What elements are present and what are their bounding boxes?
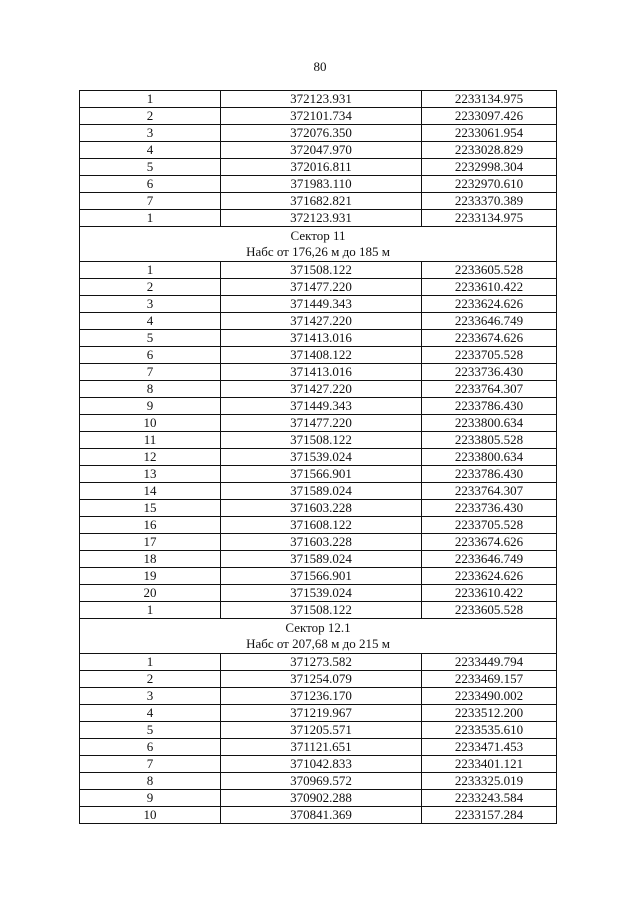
point-number-cell: 17 xyxy=(80,534,221,551)
y-coordinate-cell: 2233805.528 xyxy=(422,432,557,449)
y-coordinate-cell: 2233469.157 xyxy=(422,671,557,688)
table-row xyxy=(80,210,557,227)
point-number-cell: 12 xyxy=(80,449,221,466)
y-coordinate-cell: 2233646.749 xyxy=(422,313,557,330)
table-row xyxy=(80,466,557,483)
table-row xyxy=(80,398,557,415)
x-coordinate-cell: 371427.220 xyxy=(221,381,422,398)
table-row xyxy=(80,176,557,193)
y-coordinate-cell: 2233134.975 xyxy=(422,210,557,227)
table-row xyxy=(80,193,557,210)
table-row xyxy=(80,602,557,619)
y-coordinate-cell: 2233674.626 xyxy=(422,534,557,551)
point-number-cell: 9 xyxy=(80,790,221,807)
table-row xyxy=(80,142,557,159)
x-coordinate-cell: 371603.228 xyxy=(221,534,422,551)
table-row xyxy=(80,722,557,739)
sector-header-cell xyxy=(80,227,557,262)
x-coordinate-cell: 372123.931 xyxy=(221,210,422,227)
y-coordinate-cell: 2233449.794 xyxy=(422,654,557,671)
x-coordinate-cell: 370841.369 xyxy=(221,807,422,824)
point-number-cell: 8 xyxy=(80,773,221,790)
y-coordinate-cell: 2233764.307 xyxy=(422,381,557,398)
x-coordinate-cell: 371121.651 xyxy=(221,739,422,756)
table-row xyxy=(80,568,557,585)
sector-header-row xyxy=(80,619,557,654)
y-coordinate-cell: 2233800.634 xyxy=(422,415,557,432)
point-number-cell: 6 xyxy=(80,176,221,193)
x-coordinate-cell: 371205.571 xyxy=(221,722,422,739)
point-number-cell: 4 xyxy=(80,313,221,330)
x-coordinate-cell: 371449.343 xyxy=(221,296,422,313)
point-number-cell: 3 xyxy=(80,125,221,142)
point-number-cell: 6 xyxy=(80,739,221,756)
table-row xyxy=(80,773,557,790)
point-number-cell: 3 xyxy=(80,688,221,705)
y-coordinate-cell: 2233471.453 xyxy=(422,739,557,756)
y-coordinate-cell: 2233157.284 xyxy=(422,807,557,824)
x-coordinate-cell: 371566.901 xyxy=(221,568,422,585)
y-coordinate-cell: 2233325.019 xyxy=(422,773,557,790)
x-coordinate-cell: 371042.833 xyxy=(221,756,422,773)
table-row xyxy=(80,313,557,330)
point-number-cell: 7 xyxy=(80,756,221,773)
table-row xyxy=(80,500,557,517)
point-number-cell: 2 xyxy=(80,108,221,125)
y-coordinate-cell: 2233800.634 xyxy=(422,449,557,466)
point-number-cell: 10 xyxy=(80,807,221,824)
x-coordinate-cell: 371477.220 xyxy=(221,415,422,432)
point-number-cell: 1 xyxy=(80,91,221,108)
x-coordinate-cell: 371508.122 xyxy=(221,262,422,279)
y-coordinate-cell: 2233097.426 xyxy=(422,108,557,125)
x-coordinate-cell: 371508.122 xyxy=(221,602,422,619)
y-coordinate-cell: 2233764.307 xyxy=(422,483,557,500)
x-coordinate-cell: 371539.024 xyxy=(221,585,422,602)
y-coordinate-cell: 2233610.422 xyxy=(422,279,557,296)
point-number-cell: 5 xyxy=(80,722,221,739)
table-row xyxy=(80,705,557,722)
table-row xyxy=(80,347,557,364)
point-number-cell: 13 xyxy=(80,466,221,483)
y-coordinate-cell: 2233605.528 xyxy=(422,602,557,619)
y-coordinate-cell: 2233610.422 xyxy=(422,585,557,602)
point-number-cell: 20 xyxy=(80,585,221,602)
table-row xyxy=(80,449,557,466)
table-row xyxy=(80,517,557,534)
x-coordinate-cell: 370902.288 xyxy=(221,790,422,807)
x-coordinate-cell: 371427.220 xyxy=(221,313,422,330)
y-coordinate-cell: 2233512.200 xyxy=(422,705,557,722)
table-row xyxy=(80,91,557,108)
y-coordinate-cell: 2233786.430 xyxy=(422,398,557,415)
x-coordinate-cell: 371413.016 xyxy=(221,330,422,347)
sector-title: Сектор 12.1 xyxy=(285,620,351,635)
table-row xyxy=(80,296,557,313)
sector-height-range: Набс от 176,26 м до 185 м xyxy=(246,244,390,259)
table-row xyxy=(80,807,557,824)
point-number-cell: 5 xyxy=(80,159,221,176)
point-number-cell: 4 xyxy=(80,705,221,722)
point-number-cell: 1 xyxy=(80,602,221,619)
point-number-cell: 11 xyxy=(80,432,221,449)
table-row xyxy=(80,585,557,602)
point-number-cell: 2 xyxy=(80,671,221,688)
point-number-cell: 14 xyxy=(80,483,221,500)
y-coordinate-cell: 2233736.430 xyxy=(422,364,557,381)
sector-header-row xyxy=(80,227,557,262)
point-number-cell: 4 xyxy=(80,142,221,159)
x-coordinate-cell: 371539.024 xyxy=(221,449,422,466)
x-coordinate-cell: 372016.811 xyxy=(221,159,422,176)
y-coordinate-cell: 2233535.610 xyxy=(422,722,557,739)
point-number-cell: 1 xyxy=(80,654,221,671)
y-coordinate-cell: 2233646.749 xyxy=(422,551,557,568)
x-coordinate-cell: 371477.220 xyxy=(221,279,422,296)
table-row xyxy=(80,534,557,551)
point-number-cell: 7 xyxy=(80,193,221,210)
table-row xyxy=(80,432,557,449)
page-number: 80 xyxy=(313,59,327,74)
table-row xyxy=(80,790,557,807)
y-coordinate-cell: 2233624.626 xyxy=(422,296,557,313)
y-coordinate-cell: 2233370.389 xyxy=(422,193,557,210)
x-coordinate-cell: 371589.024 xyxy=(221,483,422,500)
point-number-cell: 5 xyxy=(80,330,221,347)
table-row xyxy=(80,671,557,688)
point-number-cell: 15 xyxy=(80,500,221,517)
x-coordinate-cell: 371589.024 xyxy=(221,551,422,568)
y-coordinate-cell: 2233786.430 xyxy=(422,466,557,483)
x-coordinate-cell: 371566.901 xyxy=(221,466,422,483)
point-number-cell: 9 xyxy=(80,398,221,415)
x-coordinate-cell: 371608.122 xyxy=(221,517,422,534)
x-coordinate-cell: 372101.734 xyxy=(221,108,422,125)
x-coordinate-cell: 371449.343 xyxy=(221,398,422,415)
sector-header-cell xyxy=(80,619,557,654)
x-coordinate-cell: 370969.572 xyxy=(221,773,422,790)
table-row xyxy=(80,330,557,347)
table-row xyxy=(80,415,557,432)
table-row xyxy=(80,739,557,756)
point-number-cell: 3 xyxy=(80,296,221,313)
table-row xyxy=(80,364,557,381)
x-coordinate-cell: 371254.079 xyxy=(221,671,422,688)
table-row xyxy=(80,125,557,142)
sector-height-range: Набс от 207,68 м до 215 м xyxy=(246,636,390,651)
point-number-cell: 2 xyxy=(80,279,221,296)
y-coordinate-cell: 2233243.584 xyxy=(422,790,557,807)
table-row xyxy=(80,159,557,176)
table-row xyxy=(80,756,557,773)
x-coordinate-cell: 372076.350 xyxy=(221,125,422,142)
x-coordinate-cell: 372123.931 xyxy=(221,91,422,108)
y-coordinate-cell: 2232998.304 xyxy=(422,159,557,176)
y-coordinate-cell: 2233490.002 xyxy=(422,688,557,705)
y-coordinate-cell: 2233061.954 xyxy=(422,125,557,142)
table-row xyxy=(80,688,557,705)
point-number-cell: 18 xyxy=(80,551,221,568)
point-number-cell: 1 xyxy=(80,210,221,227)
x-coordinate-cell: 371603.228 xyxy=(221,500,422,517)
y-coordinate-cell: 2233705.528 xyxy=(422,347,557,364)
x-coordinate-cell: 372047.970 xyxy=(221,142,422,159)
y-coordinate-cell: 2233134.975 xyxy=(422,91,557,108)
y-coordinate-cell: 2233674.626 xyxy=(422,330,557,347)
x-coordinate-cell: 371983.110 xyxy=(221,176,422,193)
y-coordinate-cell: 2233401.121 xyxy=(422,756,557,773)
coordinates-table xyxy=(79,90,557,824)
point-number-cell: 10 xyxy=(80,415,221,432)
x-coordinate-cell: 371508.122 xyxy=(221,432,422,449)
point-number-cell: 7 xyxy=(80,364,221,381)
point-number-cell: 1 xyxy=(80,262,221,279)
x-coordinate-cell: 371219.967 xyxy=(221,705,422,722)
y-coordinate-cell: 2232970.610 xyxy=(422,176,557,193)
table-row xyxy=(80,483,557,500)
point-number-cell: 8 xyxy=(80,381,221,398)
y-coordinate-cell: 2233028.829 xyxy=(422,142,557,159)
x-coordinate-cell: 371273.582 xyxy=(221,654,422,671)
table-row xyxy=(80,279,557,296)
table-row xyxy=(80,654,557,671)
y-coordinate-cell: 2233624.626 xyxy=(422,568,557,585)
point-number-cell: 16 xyxy=(80,517,221,534)
y-coordinate-cell: 2233736.430 xyxy=(422,500,557,517)
x-coordinate-cell: 371408.122 xyxy=(221,347,422,364)
table-row xyxy=(80,108,557,125)
x-coordinate-cell: 371236.170 xyxy=(221,688,422,705)
sector-title: Сектор 11 xyxy=(290,228,346,243)
table-row xyxy=(80,262,557,279)
x-coordinate-cell: 371682.821 xyxy=(221,193,422,210)
x-coordinate-cell: 371413.016 xyxy=(221,364,422,381)
table-body xyxy=(80,91,557,824)
y-coordinate-cell: 2233605.528 xyxy=(422,262,557,279)
table-row xyxy=(80,551,557,568)
point-number-cell: 19 xyxy=(80,568,221,585)
table-row xyxy=(80,381,557,398)
point-number-cell: 6 xyxy=(80,347,221,364)
y-coordinate-cell: 2233705.528 xyxy=(422,517,557,534)
